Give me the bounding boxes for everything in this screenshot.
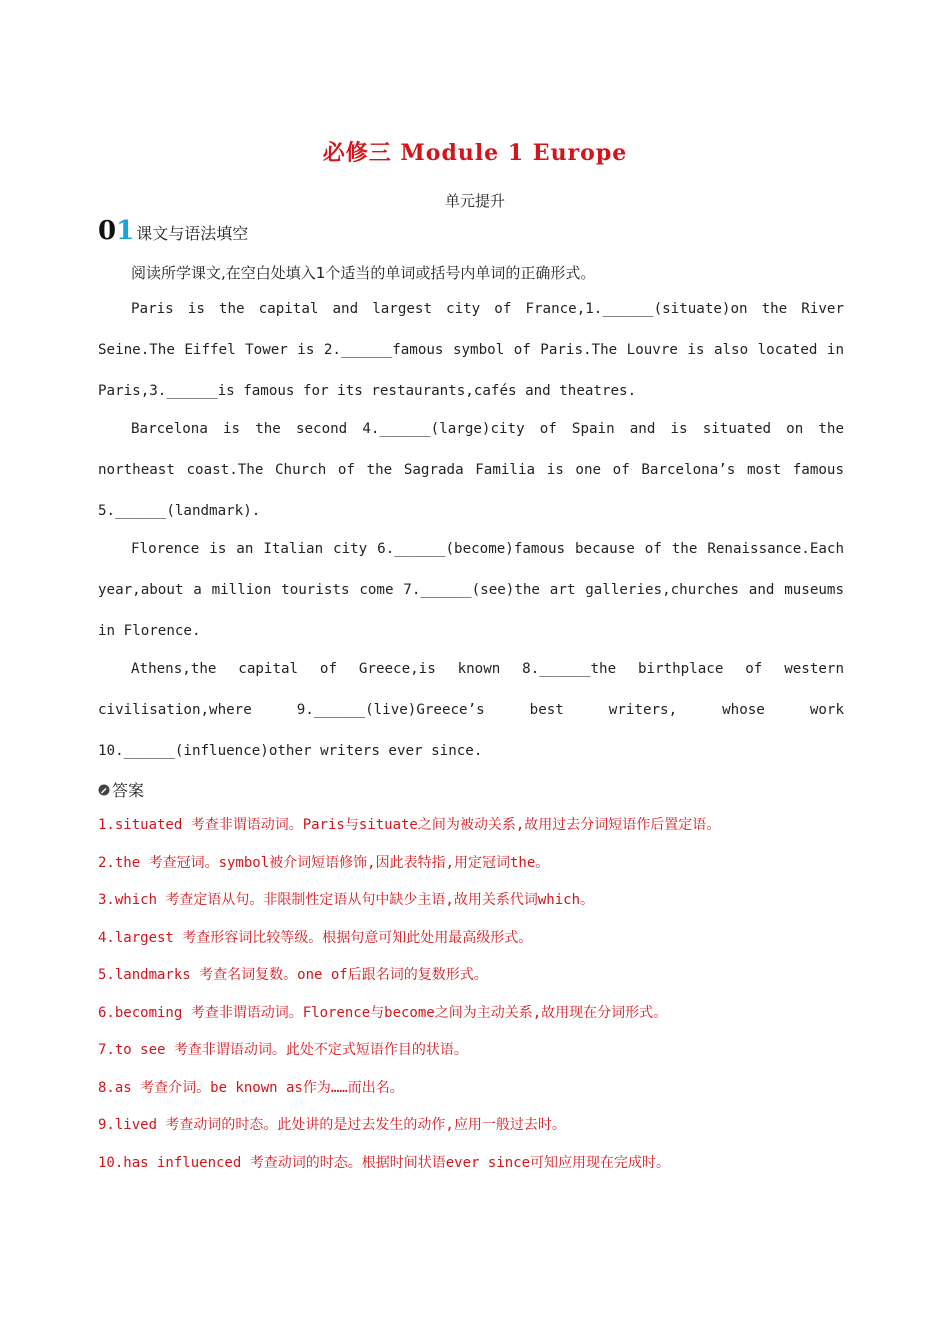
answer-item: 4.largest 考查形容词比较等级。根据句意可知此处用最高级形式。	[98, 929, 533, 946]
pencil-icon	[98, 784, 110, 796]
paragraph-text: Barcelona is the second 4.______(large)city of Spain and is situated on the northeast coast.The Church of the Sagrada Familia is one of Barcelona’s most famous 5.______(landmark).	[98, 421, 844, 519]
section-number-second: 1	[116, 216, 135, 246]
instruction-text: 阅读所学课文,在空白处填入1个适当的单词或括号内单词的正确形式。	[131, 264, 596, 282]
passage-paragraph	[98, 409, 844, 532]
answer-item: 2.the 考查冠词。symbol被介词短语修饰,因此表特指,用定冠词the。	[98, 854, 550, 871]
answer-list	[98, 814, 720, 1189]
answer-item: 5.landmarks 考查名词复数。one of后跟名词的复数形式。	[98, 967, 488, 983]
paragraph-text: Florence is an Italian city 6.______(become)famous because of the Renaissance.Each year,about a million tourists come 7.______(see)the art galleries,churches and museums in Florence.	[98, 541, 844, 639]
section-number-first: 0	[98, 216, 117, 246]
answer-item: 7.to see 考查非谓语动词。此处不定式短语作目的状语。	[98, 1042, 468, 1058]
paragraph-text: Athens,the capital of Greece,is known 8.______the birthplace of western civilisation,where 9.______(live)Greece’s best writers, whose work 10.______(influence)other writers ever since.	[98, 661, 844, 759]
section-title: 课文与语法填空	[136, 224, 249, 243]
answers-label: 答案	[112, 781, 145, 800]
page-title: 必修三 Module 1 Europe	[322, 140, 628, 166]
answer-item: 9.lived 考查动词的时态。此处讲的是过去发生的动作,应用一般过去时。	[98, 1117, 566, 1133]
passage-paragraph	[98, 289, 844, 412]
page-subtitle: 单元提升	[444, 192, 505, 210]
answer-item: 10.has influenced 考查动词的时态。根据时间状语ever since可知应用现在完成时。	[98, 1154, 671, 1171]
answer-item: 3.which 考查定语从句。非限制性定语从句中缺少主语,故用关系代词which。	[98, 892, 595, 908]
answer-item: 1.situated 考查非谓语动词。Paris与situate之间为被动关系,故用过去分词短语作后置定语。	[98, 817, 721, 833]
passage-paragraph	[98, 529, 844, 652]
passage-paragraph	[98, 649, 844, 772]
answer-item: 8.as 考查介词。be known as作为……而出名。	[98, 1079, 404, 1096]
paragraph-text: Paris is the capital and largest city of France,1.______(situate)on the River Seine.The Eiffel Tower is 2.______famous symbol of Paris.The Louvre is also located in Paris,3.______is famous for its restaurants,cafés and theatres.	[98, 301, 844, 399]
answers-heading	[98, 778, 144, 801]
section-heading	[98, 216, 248, 246]
answer-item: 6.becoming 考查非谓语动词。Florence与become之间为主动关系,故用现在分词形式。	[98, 1004, 668, 1021]
